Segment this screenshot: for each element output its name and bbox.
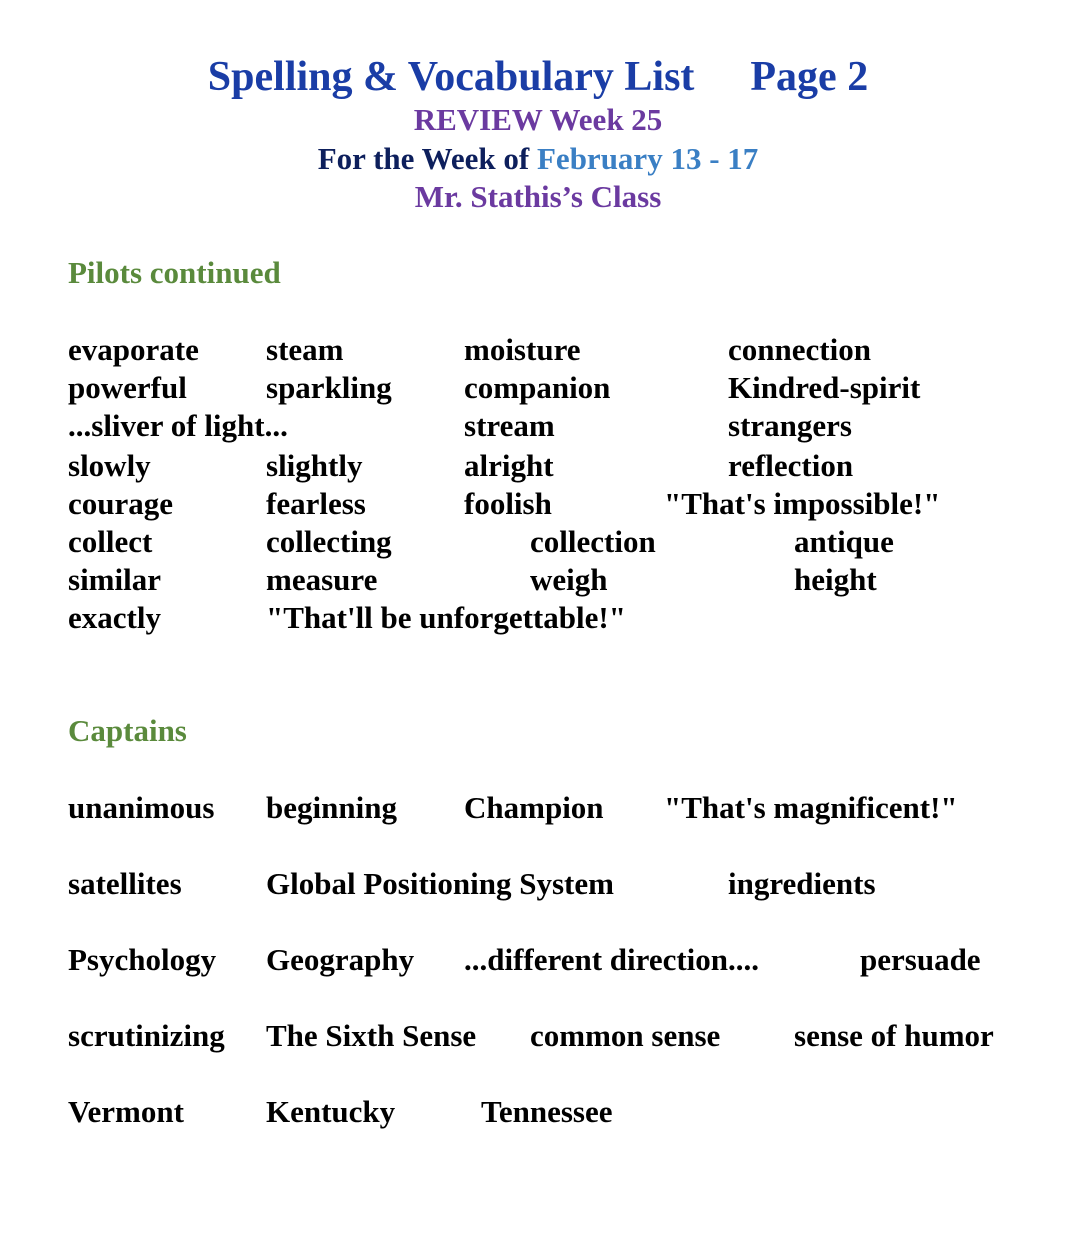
word: reflection: [728, 448, 854, 483]
word: courage: [68, 486, 174, 521]
word: beginning: [266, 790, 397, 825]
word: measure: [266, 562, 378, 597]
word: similar: [68, 562, 161, 597]
word: scrutinizing: [68, 1018, 225, 1053]
word: connection: [728, 332, 871, 367]
word: common sense: [530, 1018, 721, 1053]
word: slightly: [266, 448, 363, 483]
word: collection: [530, 524, 656, 559]
page-title: [0, 56, 1076, 98]
review-week: REVIEW Week 25: [413, 102, 663, 137]
word: satellites: [68, 866, 182, 901]
list-title: Spelling & Vocabulary List: [207, 54, 695, 100]
word: stream: [464, 408, 555, 443]
week-line: [0, 143, 1076, 174]
pilots-heading: Pilots continued: [68, 255, 281, 290]
word: antique: [794, 524, 894, 559]
captains-heading: Captains: [68, 713, 187, 748]
word: Psychology: [68, 942, 217, 977]
word: weigh: [530, 562, 608, 597]
page-number: Page 2: [750, 54, 869, 100]
word: steam: [266, 332, 344, 367]
week-prefix: For the Week of: [317, 141, 537, 176]
word: Champion: [464, 790, 604, 825]
word: sense of humor: [794, 1018, 994, 1053]
word: powerful: [68, 370, 187, 405]
word: sparkling: [266, 370, 392, 405]
word: Vermont: [68, 1094, 184, 1129]
word: exactly: [68, 600, 161, 635]
class-name: Mr. Stathis’s Class: [414, 179, 662, 214]
word: collect: [68, 524, 153, 559]
word: Geography: [266, 942, 415, 977]
word: persuade: [860, 942, 981, 977]
word: The Sixth Sense: [266, 1018, 477, 1053]
word: Kindred-spirit: [728, 370, 921, 405]
word: collecting: [266, 524, 392, 559]
word: Kentucky: [266, 1094, 396, 1129]
word: moisture: [464, 332, 581, 367]
word: companion: [464, 370, 611, 405]
word: Global Positioning System: [266, 866, 614, 901]
word: strangers: [728, 408, 852, 443]
week-dates: February 13 - 17: [537, 141, 759, 176]
word: "That's magnificent!": [664, 790, 958, 825]
word: "That'll be unforgettable!": [266, 600, 626, 635]
word: "That's impossible!": [664, 486, 941, 521]
word: alright: [464, 448, 554, 483]
word: ingredients: [728, 866, 876, 901]
word: height: [794, 562, 877, 597]
word: evaporate: [68, 332, 199, 367]
word: Tennessee: [481, 1094, 613, 1129]
word: ...different direction....: [464, 942, 760, 977]
word: slowly: [68, 448, 151, 483]
word: unanimous: [68, 790, 215, 825]
word: fearless: [266, 486, 366, 521]
word: ...sliver of light...: [68, 408, 288, 443]
word: foolish: [464, 486, 552, 521]
